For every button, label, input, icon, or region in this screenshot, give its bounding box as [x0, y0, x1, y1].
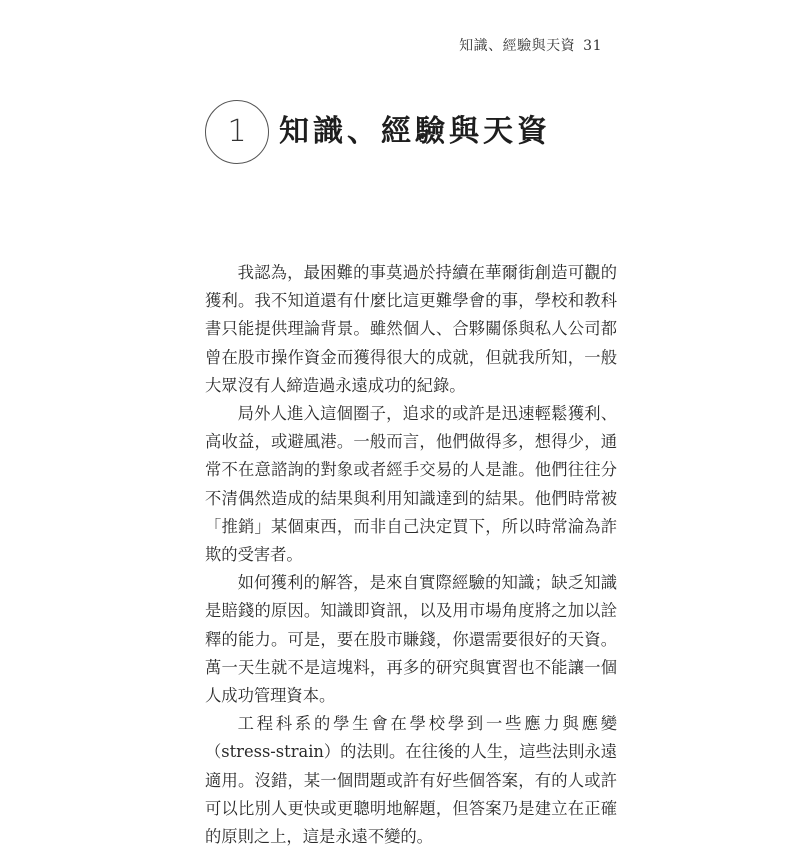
- chapter-number: 1: [227, 114, 247, 149]
- running-header: [459, 35, 602, 55]
- paragraph: 局外人進入這個圈子，追求的或許是迅速輕鬆獲利、高收益，或避風港。一般而言，他們做得多，想得少，通常不在意諮詢的對象或者經手交易的人是誰。他們往往分不清偶然造成的結果與利用知識達到的結果。他們時常被「推銷」某個東西，而非自己決定買下，所以時常淪為詐欺的受害者。: [205, 404, 617, 565]
- paragraph: 工程科系的學生會在學校學到一些應力與應變（stress-strain）的法則。在往後的人生，這些法則永遠適用。沒錯，某一個問題或許有好些個答案，有的人或許可以比別人更快或更聰明地解題，但答案乃是建立在正確的原則之上，這是永遠不變的。: [205, 714, 617, 847]
- paragraph: 我認為，最困難的事莫過於持續在華爾街創造可觀的獲利。我不知道還有什麼比這更難學會的事，學校和教科書只能提供理論背景。雖然個人、合夥關係與私人公司都曾在股市操作資金而獲得很大的成就，但就我所知，一般大眾沒有人締造過永遠成功的紀錄。: [205, 263, 617, 395]
- chapter-title: 知識、經驗與天資: [279, 114, 551, 149]
- running-header-title: 知識、經驗與天資: [459, 38, 576, 54]
- body-text: [205, 259, 617, 851]
- page-number: 31: [583, 38, 602, 54]
- chapter-number-circle: [205, 100, 269, 164]
- paragraph: 如何獲利的解答，是來自實際經驗的知識；缺乏知識是賠錢的原因。知識即資訊，以及用市場角度將之加以詮釋的能力。可是，要在股市賺錢，你還需要很好的天資。萬一天生就不是這塊料，再多的研究與實習也不能讓一個人成功管理資本。: [205, 573, 617, 706]
